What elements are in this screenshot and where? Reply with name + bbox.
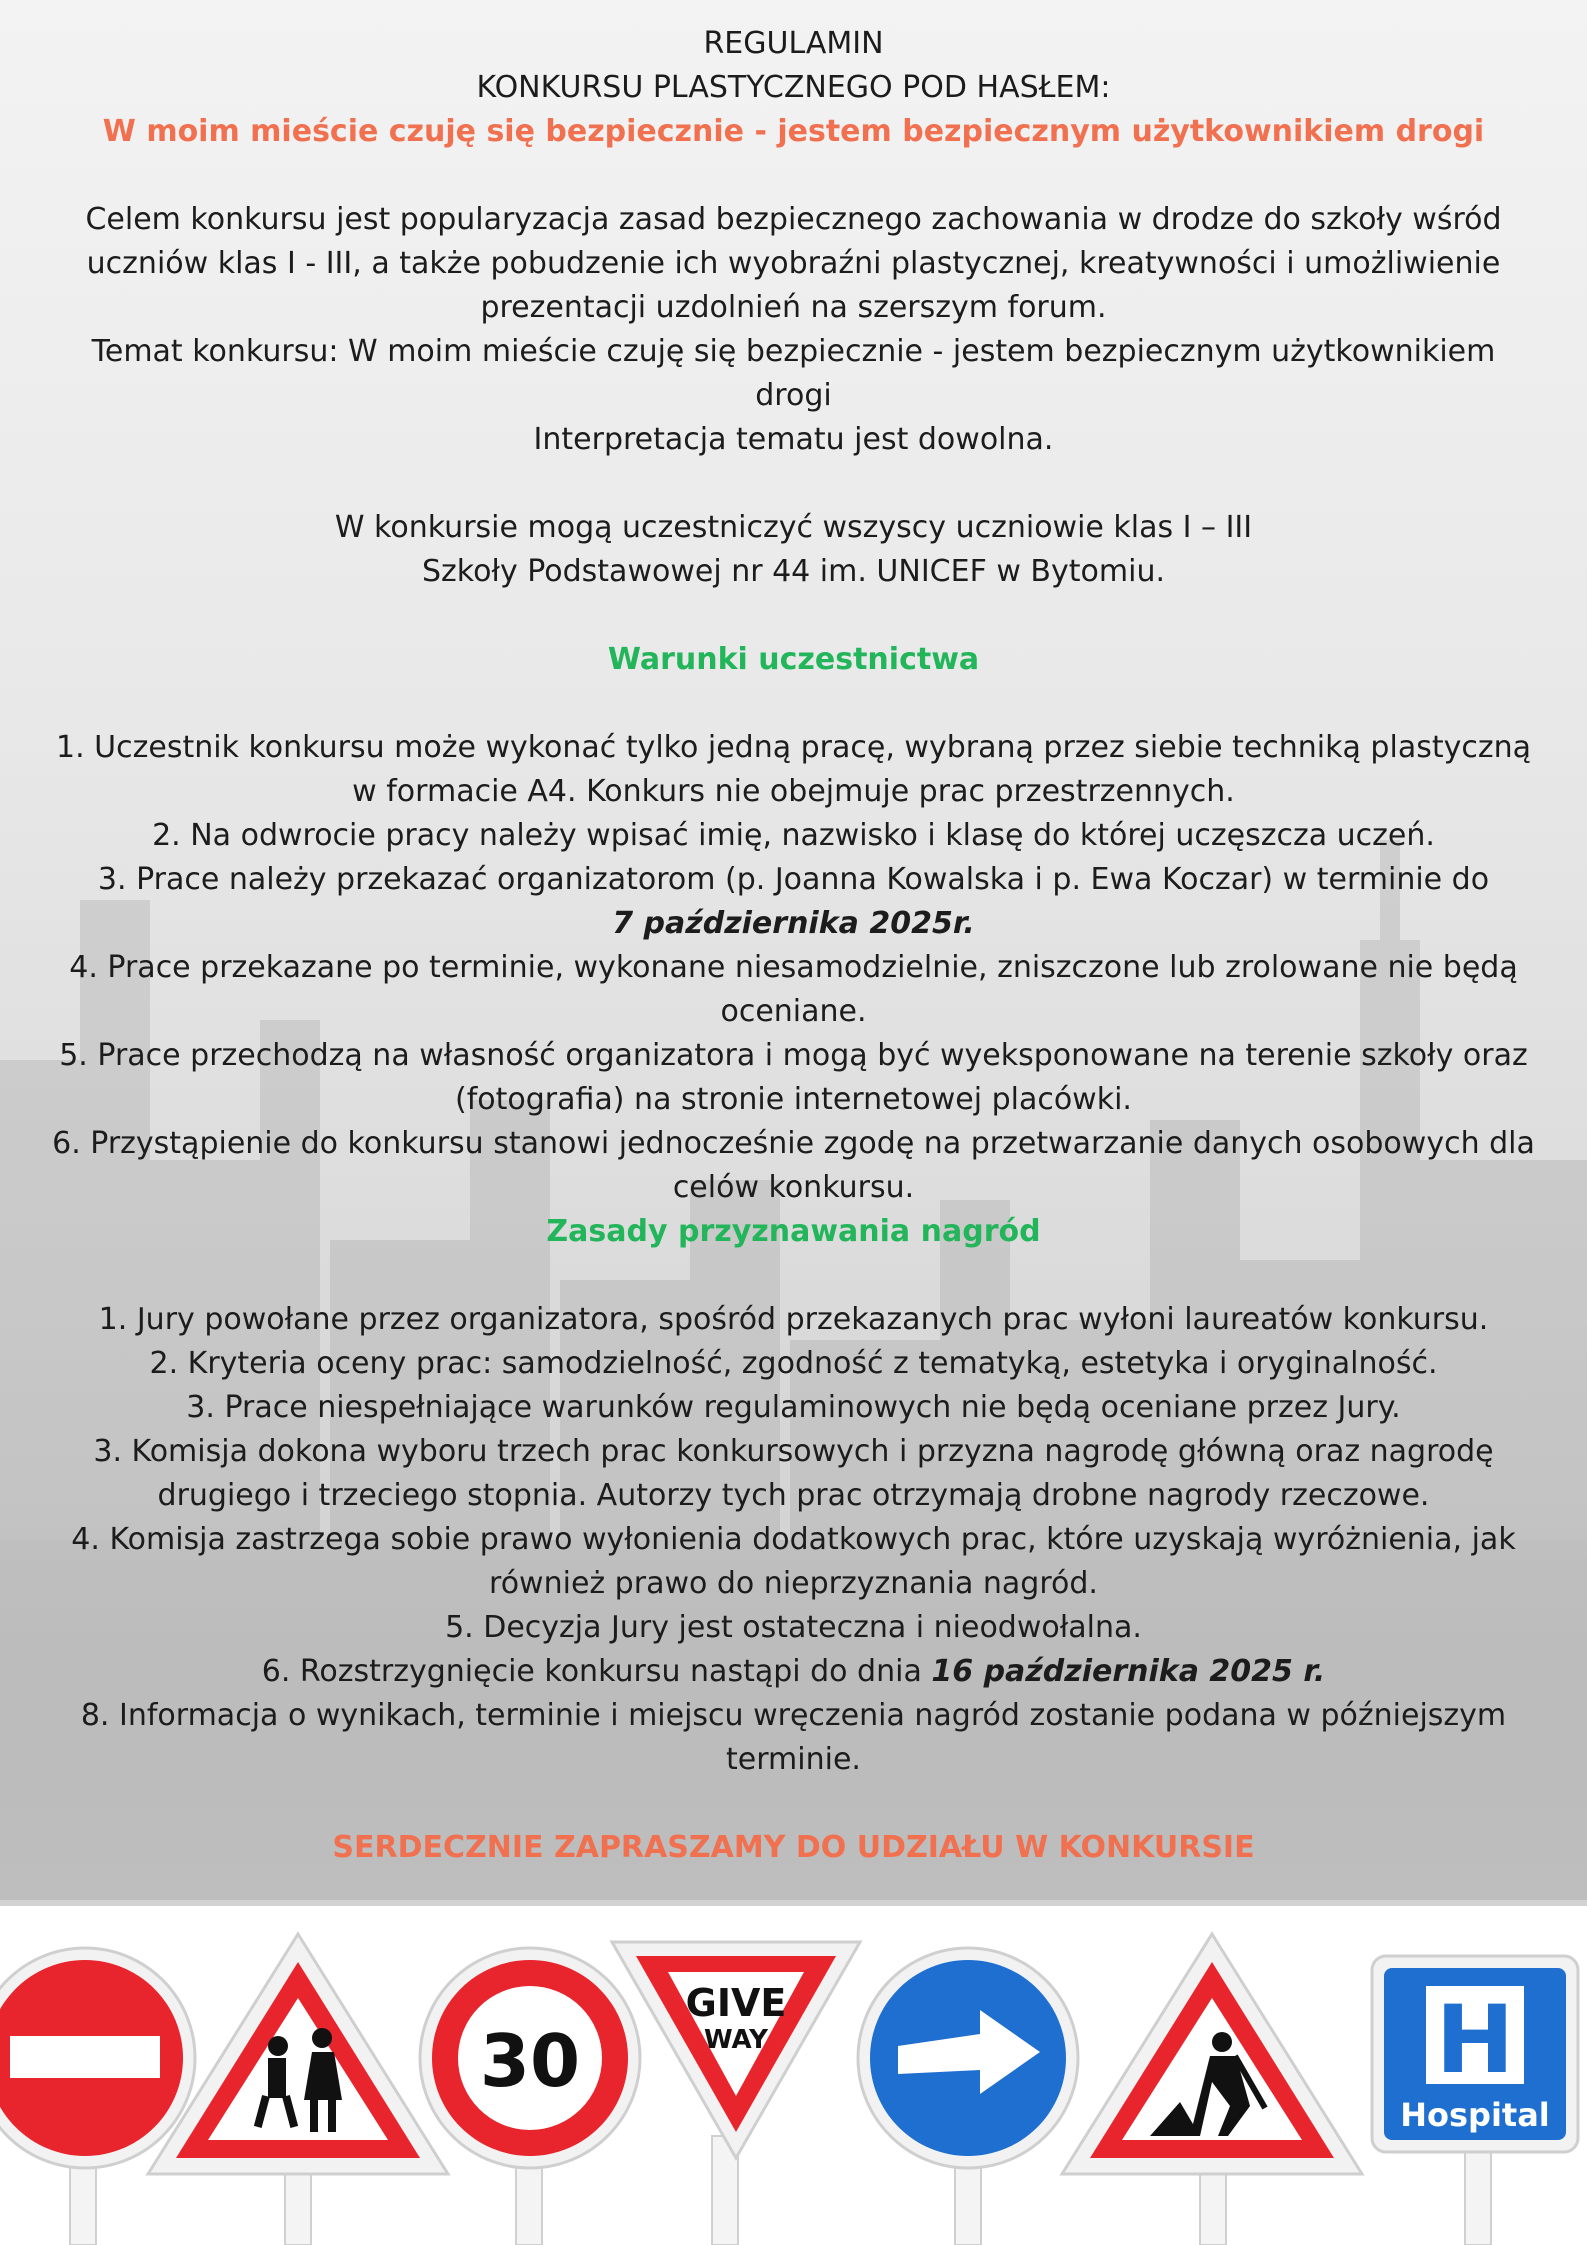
regulations-document [40, 22, 1547, 1870]
intro-topic: Temat konkursu: W moim mieście czuję się bezpiecznie - jestem bezpiecznym użytkownikiem drogi [91, 334, 1496, 413]
give-way-sign-icon [612, 1942, 860, 2158]
hospital-sign-icon [1372, 1956, 1578, 2152]
awards-item-3: 3. Prace niespełniające warunków regulaminowych nie będą oceniane przez Jury. [186, 1390, 1401, 1425]
road-signs-banner [0, 1906, 1587, 2245]
road-signs-image [0, 1906, 1587, 2245]
results-date: 16 października 2025 r. [931, 1654, 1326, 1689]
doc-title-line2: KONKURSU PLASTYCZNEGO POD HASŁEM: [476, 70, 1111, 105]
contest-slogan: W moim mieście czuję się bezpiecznie - jestem bezpiecznym użytkownikiem drogi [102, 114, 1485, 149]
road-works-sign-icon [1062, 1934, 1362, 2174]
give-way-label-give: GIVE [685, 1981, 787, 2025]
conditions-heading: Warunki uczestnictwa [607, 642, 980, 677]
awards-item-5: 4. Komisja zastrzega sobie prawo wyłonienia dodatkowych prac, które uzyskają wyróżnienia, jak również prawo do nieprzyznania nagród. [71, 1522, 1516, 1601]
awards-item-8: 8. Informacja o wynikach, terminie i miejscu wręczenia nagród zostanie podana w późniejszym terminie. [80, 1698, 1507, 1777]
intro-interpretation: Interpretacja tematu jest dowolna. [533, 422, 1054, 457]
submission-deadline: 7 października 2025r. [612, 906, 975, 941]
give-way-label-way: WAY [704, 2025, 768, 2055]
hospital-label: Hospital [1400, 2096, 1550, 2134]
intro-goal: Celem konkursu jest popularyzacja zasad bezpiecznego zachowania w drodze do szkoły wśród uczniów klas I - III, a także pobudzenie ich wyobraźni plastycznej, kreatywności i umożliwienie prezentacji uzdolnień na szerszym forum. [85, 202, 1502, 325]
intro-eligibility: W konkursie mogą uczestniczyć wszyscy uczniowie klas I – III [334, 510, 1253, 545]
awards-item-4: 3. Komisja dokona wyboru trzech prac konkursowych i przyzna nagrodę główną oraz nagrodę drugiego i trzeciego stopnia. Autorzy tych prac otrzymają drobne nagrody rzeczowe. [93, 1434, 1494, 1513]
speed-limit-value: 30 [479, 2019, 581, 2103]
conditions-item-2: 2. Na odwrocie pracy należy wpisać imię, nazwisko i klasę do której uczęszcza uczeń. [152, 818, 1435, 853]
awards-item-6: 5. Decyzja Jury jest ostateczna i nieodwołalna. [445, 1610, 1142, 1645]
awards-item-7 [40, 1650, 1547, 1694]
intro-school: Szkoły Podstawowej nr 44 im. UNICEF w Bytomiu. [421, 554, 1165, 589]
hospital-letter: H [1435, 1986, 1515, 2095]
conditions-item-4: 4. Prace przekazane po terminie, wykonane niesamodzielnie, zniszczone lub zrolowane nie będą oceniane. [69, 950, 1518, 1029]
closing-invitation: SERDECZNIE ZAPRASZAMY DO UDZIAŁU W KONKURSIE [332, 1830, 1255, 1865]
conditions-item-6: 6. Przystąpienie do konkursu stanowi jednocześnie zgodę na przetwarzanie danych osobowych dla celów konkursu. [52, 1126, 1535, 1205]
awards-item-7-text: 6. Rozstrzygnięcie konkursu nastąpi do dnia [261, 1654, 922, 1689]
no-entry-sign-icon [0, 1948, 195, 2168]
awards-item-2: 2. Kryteria oceny prac: samodzielność, zgodność z tematyką, estetyka i oryginalność. [149, 1346, 1438, 1381]
awards-item-1: 1. Jury powołane przez organizatora, spośród przekazanych prac wyłoni laureatów konkursu. [98, 1302, 1489, 1337]
speed-limit-30-sign-icon [420, 1948, 640, 2168]
doc-title-line1: REGULAMIN [703, 26, 884, 61]
conditions-item-3: 3. Prace należy przekazać organizatorom (p. Joanna Kowalska i p. Ewa Koczar) w terminie do [97, 862, 1490, 897]
conditions-item-5: 5. Prace przechodzą na własność organizatora i mogą być wyeksponowane na terenie szkoły oraz (fotografia) na stronie internetowej placówki. [59, 1038, 1528, 1117]
conditions-item-1: 1. Uczestnik konkursu może wykonać tylko jedną pracę, wybraną przez siebie techniką plastyczną w formacie A4. Konkurs nie obejmuje prac przestrzennych. [56, 730, 1531, 809]
awards-heading: Zasady przyznawania nagród [546, 1214, 1041, 1249]
turn-right-sign-icon [858, 1948, 1078, 2168]
